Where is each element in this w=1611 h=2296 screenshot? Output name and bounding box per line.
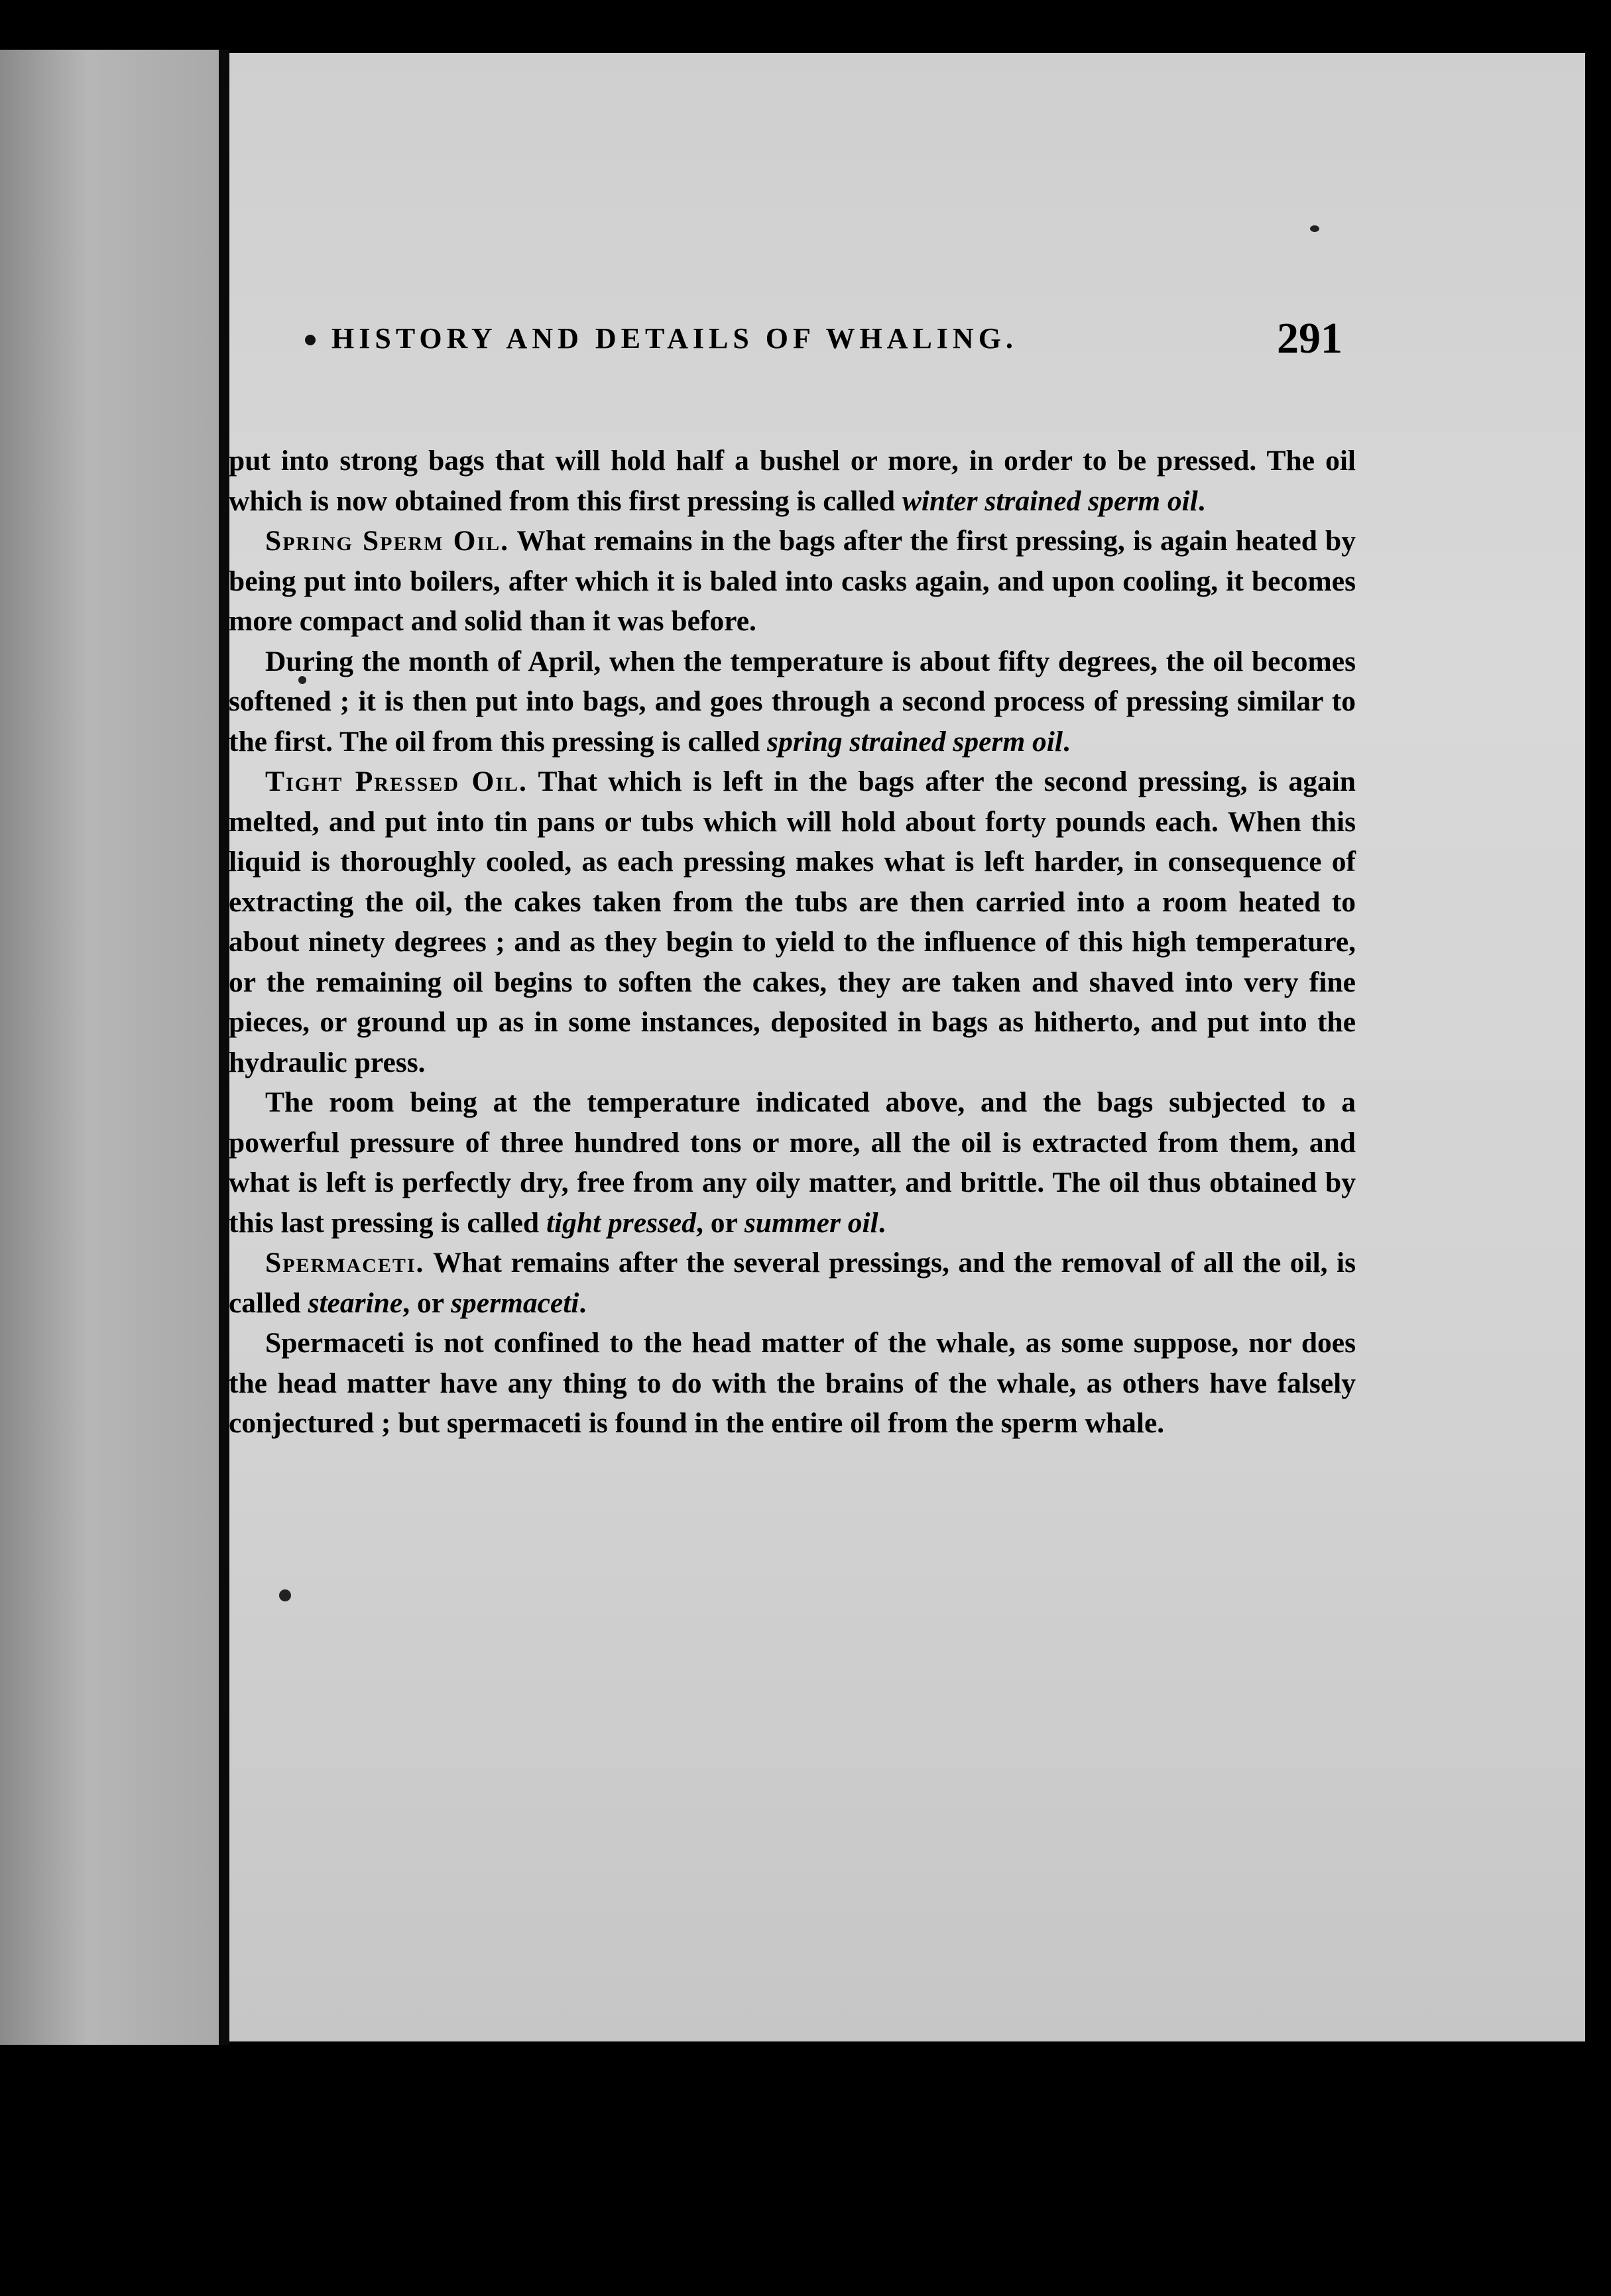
- text-run: Spermaceti is not confined to the head matter of the whale, as some suppose, nor does the head matter have any thing to do with the brains of the whale, as others have falsely conjectured ; but spermaceti is found in the entire oil from the sperm whale.: [229, 1327, 1356, 1439]
- text-run: , or: [695, 1206, 745, 1239]
- body-text: [229, 441, 1356, 1444]
- section-heading: Tight Pressed Oil.: [265, 766, 528, 797]
- header-bullet-icon: [305, 335, 316, 345]
- text-run: What remains in the bags after the first pressing, is again heated by being put into boilers, after which it is baled into casks again, and upon cooling, it becomes more compact and solid than it was before.: [229, 525, 1356, 637]
- gutter-line: [219, 50, 229, 2045]
- paragraph: [229, 762, 1356, 1082]
- italic-term: summer oil: [744, 1206, 878, 1239]
- paragraph: [229, 441, 1356, 521]
- paragraph: [229, 521, 1356, 642]
- text-run: .: [579, 1287, 587, 1319]
- text-run: .: [878, 1206, 886, 1239]
- paragraph: [229, 1323, 1356, 1444]
- text-run: What remains after the several pressings, and the removal of all the oil, is called: [229, 1247, 1356, 1319]
- paragraph: [229, 1243, 1356, 1323]
- italic-term: tight pressed: [546, 1206, 696, 1239]
- running-head: HISTORY AND DETAILS OF WHALING.: [331, 322, 1018, 355]
- section-heading: Spermaceti.: [265, 1247, 425, 1279]
- italic-term: stearine: [308, 1287, 403, 1319]
- text-run: .: [1062, 725, 1070, 758]
- page-number: 291: [1277, 314, 1342, 363]
- italic-term: winter strained sperm oil: [902, 485, 1198, 517]
- text-run: , or: [402, 1287, 451, 1319]
- ink-speck: [279, 1589, 291, 1601]
- text-run: During the month of April, when the temperature is about fifty degrees, the oil becomes softened ; it is then put into bags, and goes through a second process of pressing similar to the first. The oil from this pressing is called: [229, 645, 1356, 758]
- italic-term: spermaceti: [451, 1287, 579, 1319]
- text-run: .: [1197, 485, 1205, 517]
- text-run: That which is left in the bags after the second pressing, is again melted, and put into tin pans or tubs which will hold about forty pounds each. When this liquid is thoroughly cooled, as each pressing makes what is left harder, in consequence of extracting the oil, the cakes taken from the tubs are then carried into a room heated to about ninety degrees ; and as they begin to yield to the influence of this high temperature, or the remaining oil begins to soften the cakes, they are taken and shaved into very fine pieces, or ground up as in some instances, deposited in bags as hitherto, and put into the hydraulic press.: [229, 766, 1356, 1078]
- ink-speck: [1310, 225, 1319, 232]
- paragraph: [229, 642, 1356, 762]
- text-run: put into strong bags that will hold half a bushel or more, in order to be pressed. The oil which is now obtained from this first pressing is called: [229, 445, 1356, 517]
- paragraph: [229, 1082, 1356, 1243]
- section-heading: Spring Sperm Oil.: [265, 525, 510, 557]
- facing-page-margin: [0, 50, 219, 2045]
- page-header: [305, 302, 1359, 381]
- italic-term: spring strained sperm oil: [767, 725, 1063, 758]
- text-run: The room being at the temperature indicated above, and the bags subjected to a powerful pressure of three hundred tons or more, all the oil is extracted from them, and what is left is perfectly dry, free from any oily matter, and brittle. The oil thus obtained by this last pressing is called: [229, 1086, 1356, 1239]
